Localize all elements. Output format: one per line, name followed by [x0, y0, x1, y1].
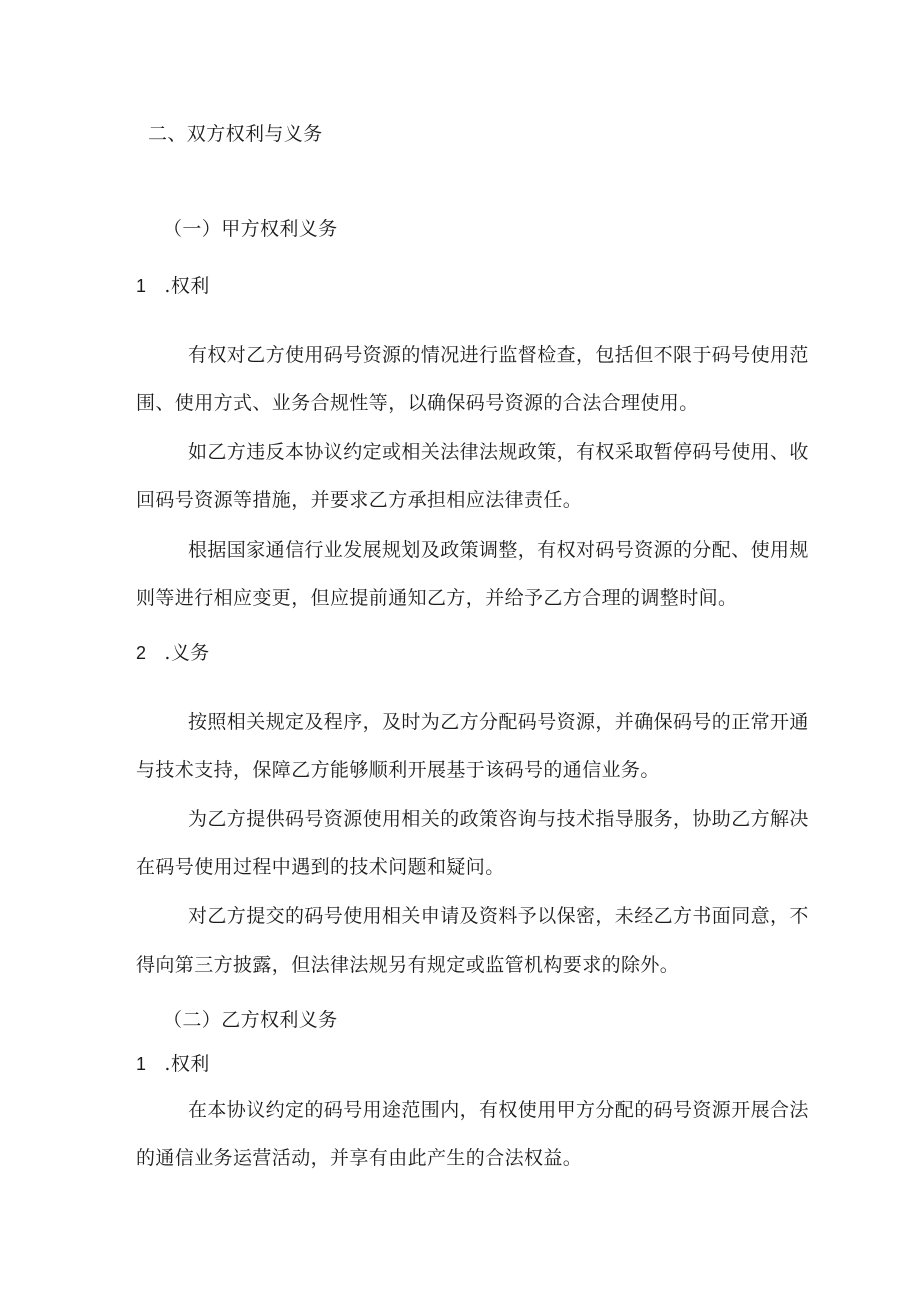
- party-b-rights-p1-line1: 在本协议约定的码号用途范围内，有权使用甲方分配的码号资源开展合法: [188, 1099, 809, 1121]
- party-a-obligations-number: 2: [136, 643, 147, 663]
- party-b-rights-number: 1: [136, 1054, 147, 1074]
- party-a-rights-heading: [136, 274, 210, 298]
- party-a-obligations-heading: [136, 641, 210, 665]
- party-a-rights-p2-line2: 回码号资源等措施，并要求乙方承担相应法律责任。: [136, 489, 583, 511]
- party-a-obligations-p2-line2: 在码号使用过程中遇到的技术问题和疑问。: [136, 856, 505, 878]
- party-b-rights-p1-line2: 的通信业务运营活动，并享有由此产生的合法权益。: [136, 1147, 583, 1169]
- party-a-rights-number: 1: [136, 276, 147, 296]
- party-a-rights-p3-line1: 根据国家通信行业发展规划及政策调整，有权对码号资源的分配、使用规: [188, 539, 809, 561]
- party-a-obligations-title: .义务: [164, 642, 210, 664]
- party-b-rights-heading: [136, 1052, 210, 1076]
- party-a-obligations-p1-line2: 与技术支持，保障乙方能够顺利开展基于该码号的通信业务。: [136, 759, 660, 781]
- party-a-rights-p2-line1: 如乙方违反本协议约定或相关法律法规政策，有权采取暂停码号使用、收: [188, 441, 809, 463]
- party-a-rights-p1-line2: 围、使用方式、业务合规性等，以确保码号资源的合法合理使用。: [136, 392, 699, 414]
- party-b-rights-title: .权利: [164, 1053, 210, 1075]
- party-b-heading: （二）乙方权利义务: [163, 1009, 338, 1031]
- party-a-obligations-p2-line1: 为乙方提供码号资源使用相关的政策咨询与技术指导服务，协助乙方解决: [188, 808, 809, 830]
- party-a-rights-p1-line1: 有权对乙方使用码号资源的情况进行监督检查，包括但不限于码号使用范: [188, 344, 809, 366]
- party-a-obligations-p1-line1: 按照相关规定及程序，及时为乙方分配码号资源，并确保码号的正常开通: [188, 711, 809, 733]
- party-a-rights-p3-line2: 则等进行相应变更，但应提前通知乙方，并给予乙方合理的调整时间。: [136, 587, 738, 609]
- party-a-heading: （一）甲方权利义务: [163, 218, 338, 240]
- party-a-obligations-p3-line1: 对乙方提交的码号使用相关申请及资料予以保密，未经乙方书面同意，不: [188, 905, 809, 927]
- party-a-rights-title: .权利: [164, 275, 210, 297]
- party-a-obligations-p3-line2: 得向第三方披露，但法律法规另有规定或监管机构要求的除外。: [136, 954, 680, 976]
- section-title: 二、双方权利与义务: [148, 123, 323, 145]
